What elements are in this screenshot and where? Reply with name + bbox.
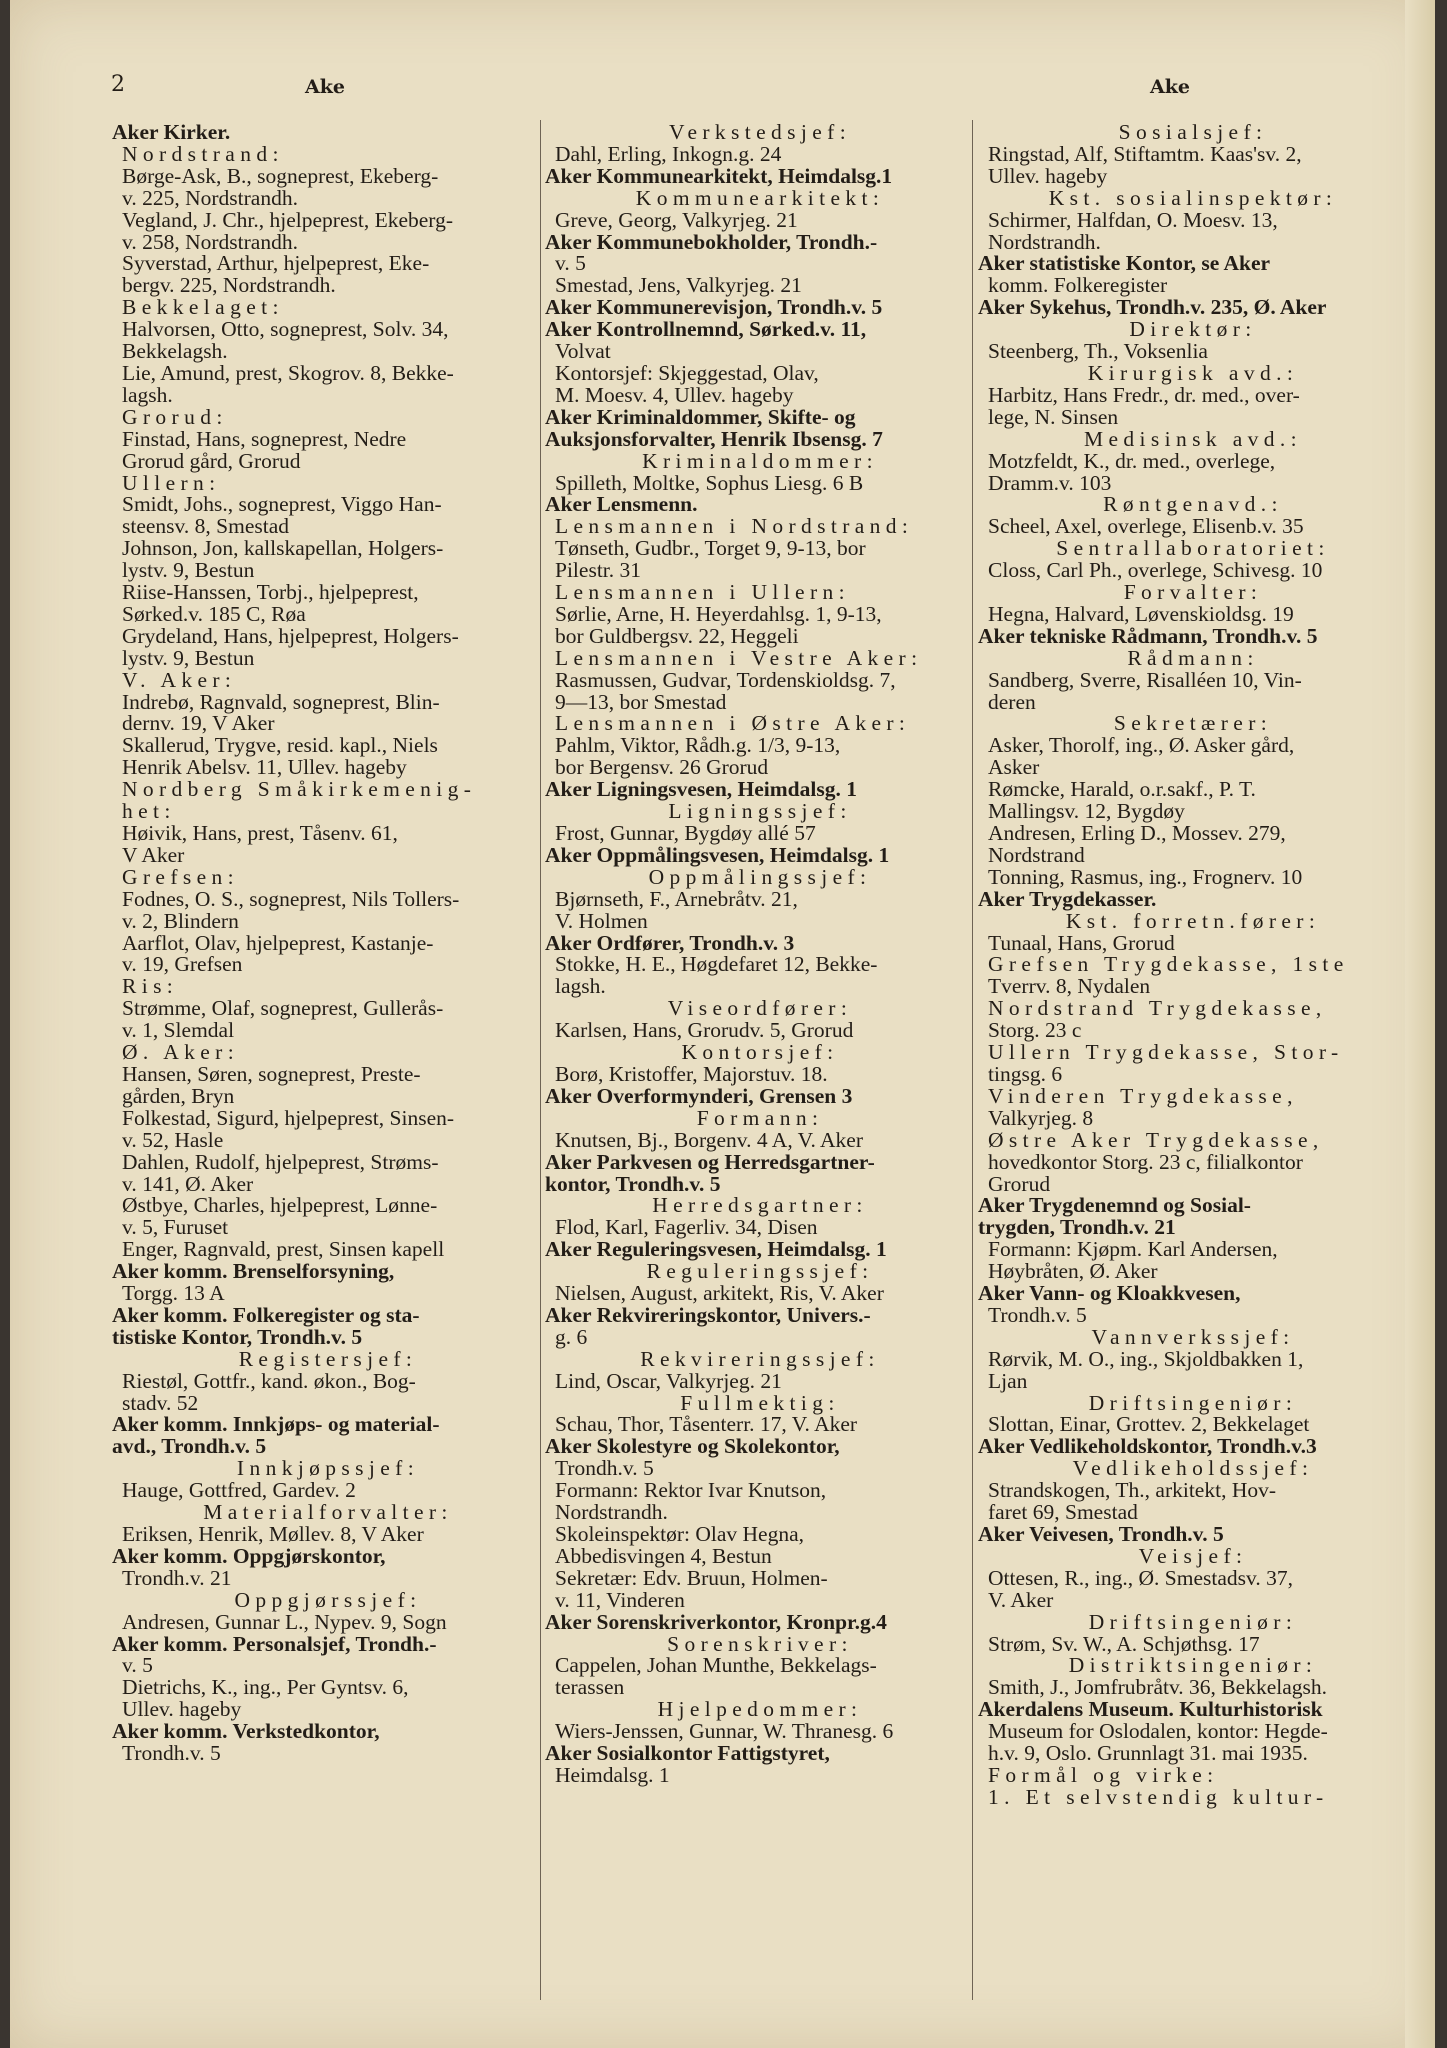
column-2 — [545, 122, 975, 1787]
entry-line: Smith, J., Jomfrubråtv. 36, Bekkelagsh. — [988, 1675, 1327, 1700]
section-label: Lensmannen i Ullern: — [555, 580, 850, 605]
entry-line: v. 1, Slemdal — [122, 1018, 235, 1043]
entry-heading: Aker Parkvesen og Herredsgartner- — [545, 1149, 875, 1174]
section-label: Forvalter: — [1123, 580, 1263, 605]
entry-line: Steenberg, Th., Voksenlia — [988, 339, 1208, 364]
section-label: Formann: — [696, 1105, 824, 1130]
section-label: Lensmannen i Vestre Aker: — [555, 645, 923, 670]
entry-line: Dahlen, Rudolf, hjelpeprest, Strøms- — [122, 1149, 439, 1174]
entry-line: Rasmussen, Gudvar, Tordenskioldsg. 7, — [555, 667, 896, 692]
entry-heading: Aker Rekvireringskontor, Univers.- — [545, 1302, 871, 1327]
section-label: Ullern Trygdekasse, Stor- — [988, 1040, 1344, 1065]
entry-line: Lind, Oscar, Valkyrjeg. 21 — [555, 1368, 782, 1393]
section-label: Bekkelaget: — [122, 295, 284, 320]
entry-line: h.v. 9, Oslo. Grunnlagt 31. mai 1935. — [988, 1741, 1308, 1766]
entry-line: Harbitz, Hans Fredr., dr. med., over- — [988, 382, 1300, 407]
section-label: Kontorsjef: — [681, 1040, 839, 1065]
entry-line: Folkestad, Sigurd, hjelpeprest, Sinsen- — [122, 1105, 455, 1130]
entry-heading: Aker Ordfører, Trondh.v. 3 — [545, 930, 795, 955]
entry-line: Smestad, Jens, Valkyrjeg. 21 — [555, 273, 802, 298]
entry-line: Stokke, H. E., Høgdefaret 12, Bekke- — [555, 952, 878, 977]
entry-heading: Aker komm. Oppgjørskontor, — [112, 1543, 386, 1568]
section-label: Registersjef: — [238, 1346, 418, 1371]
section-label: Ligningssjef: — [668, 799, 852, 824]
entry-heading: Aker komm. Folkeregister og sta- — [112, 1302, 420, 1327]
entry-line: Riestøl, Gottfr., kand. økon., Bog- — [122, 1368, 416, 1393]
entry-line: Strømme, Olaf, sogneprest, Gullerås- — [122, 996, 444, 1021]
section-label: Herredsgartner: — [652, 1193, 868, 1218]
entry-line: Formann: Kjøpm. Karl Andersen, — [988, 1237, 1278, 1262]
entry-line: Trondh.v. 5 — [122, 1741, 221, 1766]
entry-heading: Aker statistiske Kontor, se Aker — [978, 251, 1271, 276]
section-label: Driftsingeniør: — [1088, 1609, 1298, 1634]
section-label: Kst. forretn.fører: — [1065, 908, 1321, 933]
section-label: Kirurgisk avd.: — [1087, 360, 1299, 385]
entry-line: v. 52, Hasle — [122, 1127, 224, 1152]
section-label: Nordberg Småkirkemenig- — [122, 777, 477, 802]
entry-line: Rørvik, M. O., ing., Skjoldbakken 1, — [988, 1346, 1304, 1371]
entry-line: Knutsen, Bj., Borgenv. 4 A, V. Aker — [555, 1127, 863, 1152]
entry-line: Abbedisvingen 4, Bestun — [555, 1543, 772, 1568]
section-label: Lensmannen i Nordstrand: — [555, 514, 914, 539]
entry-heading: Auksjonsforvalter, Henrik Ibsensg. 7 — [545, 426, 883, 451]
entry-line: Torgg. 13 A — [122, 1281, 225, 1306]
page-number: 2 — [111, 72, 125, 97]
entry-heading: Aker Kriminaldommer, Skifte- og — [545, 404, 856, 429]
entry-line: Pahlm, Viktor, Rådh.g. 1/3, 9-13, — [555, 733, 841, 758]
section-label: Grorud: — [122, 404, 228, 429]
section-label: Distriktsingeniør: — [1068, 1653, 1318, 1678]
entry-line: Tønseth, Gudbr., Torget 9, 9-13, bor — [555, 536, 866, 561]
entry-line: Dietrichs, K., ing., Per Gyntsv. 6, — [122, 1675, 409, 1700]
entry-line: Finstad, Hans, sogneprest, Nedre — [122, 426, 407, 451]
entry-line: Indrebø, Ragnvald, sogneprest, Blin- — [122, 689, 440, 714]
entry-line: Skoleinspektør: Olav Hegna, — [555, 1522, 804, 1546]
entry-line: v. 5 — [122, 1653, 153, 1678]
section-label: Sorenskriver: — [667, 1631, 853, 1656]
entry-line: dernv. 19, V Aker — [122, 711, 275, 736]
entry-line: Ullev. hageby — [122, 1697, 242, 1722]
entry-heading: Aker Vedlikeholdskontor, Trondh.v.3 — [978, 1434, 1317, 1459]
entry-line: Østbye, Charles, hjelpeprest, Lønne- — [122, 1193, 438, 1218]
section-label: Oppgjørssjef: — [234, 1587, 422, 1612]
entry-line: Andresen, Gunnar L., Nypev. 9, Sogn — [122, 1609, 447, 1634]
entry-heading: avd., Trondh.v. 5 — [112, 1434, 267, 1459]
entry-line: Bekkelagsh. — [122, 339, 228, 364]
entry-line: v. 5, Furuset — [122, 1215, 229, 1240]
entry-line: V. Aker — [988, 1587, 1054, 1612]
entry-line: g. 6 — [555, 1324, 588, 1349]
section-label: Rådmann: — [1127, 645, 1259, 670]
entry-line: Scheel, Axel, overlege, Elisenb.v. 35 — [988, 514, 1304, 539]
section-label: Medisinsk avd.: — [1084, 426, 1302, 451]
entry-line: Hansen, Søren, sogneprest, Preste- — [122, 1061, 421, 1086]
section-label: Grefsen: — [122, 864, 240, 889]
entry-line: Rømcke, Harald, o.r.sakf., P. T. — [988, 777, 1256, 802]
entry-line: Schau, Thor, Tåsenterr. 17, V. Aker — [555, 1412, 858, 1437]
entry-line: Enger, Ragnvald, prest, Sinsen kapell — [122, 1237, 445, 1262]
entry-heading: Aker Sorenskriverkontor, Kronpr.g.4 — [545, 1609, 887, 1634]
entry-line: Bjørnseth, F., Arnebråtv. 21, — [555, 886, 798, 911]
entry-line: Grorud — [988, 1171, 1051, 1196]
entry-line: Mallingsv. 12, Bygdøy — [988, 799, 1185, 824]
entry-line: Asker — [988, 755, 1040, 780]
entry-line: Cappelen, Johan Munthe, Bekkelags- — [555, 1653, 877, 1678]
entry-heading: Aker tekniske Rådmann, Trondh.v. 5 — [978, 623, 1318, 648]
entry-line: Closs, Carl Ph., overlege, Schivesg. 10 — [988, 558, 1323, 583]
entry-line: Johnson, Jon, kallskapellan, Holgers- — [122, 536, 444, 561]
entry-line: Henrik Abelsv. 11, Ullev. hageby — [122, 755, 407, 780]
entry-line: Nielsen, August, arkitekt, Ris, V. Aker — [555, 1281, 884, 1306]
entry-heading: Aker Kommunerevisjon, Trondh.v. 5 — [545, 295, 883, 320]
entry-line: Skallerud, Trygve, resid. kapl., Niels — [122, 733, 438, 758]
entry-heading: Aker komm. Verkstedkontor, — [112, 1719, 380, 1744]
section-label: Nordstrand: — [122, 141, 284, 166]
entry-line: Høivik, Hans, prest, Tåsenv. 61, — [122, 821, 398, 845]
entry-heading: Aker komm. Personalsjef, Trondh.- — [112, 1631, 437, 1656]
entry-line: Ljan — [988, 1368, 1028, 1393]
section-label: Lensmannen i Østre Aker: — [555, 711, 911, 736]
section-label: Verkstedsjef: — [668, 120, 852, 144]
section-label: Nordstrand Trygdekasse, — [988, 996, 1327, 1021]
entry-heading: Akerdalens Museum. Kulturhistorisk — [978, 1697, 1323, 1722]
section-label: Røntgenavd.: — [1103, 492, 1283, 517]
entry-line: v. 225, Nordstrandh. — [122, 185, 298, 210]
entry-line: gården, Bryn — [122, 1083, 235, 1108]
entry-line: Sandberg, Sverre, Risalléen 10, Vin- — [988, 667, 1302, 692]
entry-line: Strøm, Sv. W., A. Schjøthsg. 17 — [988, 1631, 1260, 1656]
entry-line: Heimdalsg. 1 — [555, 1762, 670, 1787]
section-label: Ø. Aker: — [122, 1040, 240, 1065]
entry-line: v. 11, Vinderen — [555, 1587, 685, 1612]
entry-line: Trondh.v. 5 — [988, 1302, 1087, 1327]
entry-line: lagsh. — [122, 382, 173, 407]
entry-line: lystv. 9, Bestun — [122, 645, 255, 670]
entry-line: Aarflot, Olav, hjelpeprest, Kastanje- — [122, 930, 434, 955]
entry-line: steensv. 8, Smestad — [122, 514, 290, 539]
column-1 — [112, 122, 544, 1765]
section-label: V. Aker: — [122, 667, 237, 692]
entry-line: Fodnes, O. S., sogneprest, Nils Tollers- — [122, 886, 460, 911]
entry-line: lystv. 9, Bestun — [122, 558, 255, 583]
entry-line: Spilleth, Moltke, Sophus Liesg. 6 B — [555, 470, 864, 495]
entry-line: Slottan, Einar, Grottev. 2, Bekkelaget — [988, 1412, 1310, 1437]
entry-line: Andresen, Erling D., Mossev. 279, — [988, 821, 1286, 845]
section-label: Materialforvalter: — [203, 1500, 453, 1525]
entry-line: Museum for Oslodalen, kontor: Hegde- — [988, 1719, 1328, 1744]
entry-heading: Aker Vann- og Kloakkvesen, — [978, 1281, 1241, 1306]
entry-line: M. Moesv. 4, Ullev. hageby — [555, 382, 794, 407]
entry-line: Ullev. hageby — [988, 163, 1108, 188]
entry-line: faret 69, Smestad — [988, 1500, 1138, 1525]
entry-line: bor Bergensv. 26 Grorud — [555, 755, 769, 780]
section-label: Innkjøpssjef: — [236, 1456, 420, 1481]
entry-line: Vegland, J. Chr., hjelpeprest, Ekeberg- — [122, 207, 453, 232]
entry-line: Høybråten, Ø. Aker — [988, 1259, 1158, 1284]
section-label: Vinderen Trygdekasse, — [988, 1083, 1298, 1108]
entry-heading: Aker komm. Innkjøps- og material- — [112, 1412, 440, 1437]
entry-heading: Aker Trygdenemnd og Sosial- — [978, 1193, 1251, 1218]
entry-heading: Aker Veivesen, Trondh.v. 5 — [978, 1522, 1224, 1546]
entry-line: 9—13, bor Smestad — [555, 689, 727, 714]
section-label: Driftsingeniør: — [1088, 1390, 1298, 1415]
entry-line: Frost, Gunnar, Bygdøy allé 57 — [555, 821, 816, 845]
entry-line: Borø, Kristoffer, Majorstuv. 18. — [555, 1061, 828, 1086]
entry-heading: Aker Kommunearkitekt, Heimdalsg.1 — [545, 163, 893, 188]
entry-line: Sørked.v. 185 C, Røa — [122, 601, 306, 626]
entry-line: v. 258, Nordstrandh. — [122, 229, 298, 254]
entry-line: Valkyrjeg. 8 — [988, 1105, 1094, 1130]
entry-line: Syverstad, Arthur, hjelpeprest, Eke- — [122, 251, 430, 276]
section-label: Reguleringssjef: — [646, 1259, 874, 1284]
entry-line: tingsg. 6 — [988, 1061, 1063, 1086]
section-label: Kommunearkitekt: — [635, 185, 885, 210]
section-label: Sentrallaboratoriet: — [1056, 536, 1330, 561]
entry-line: stadv. 52 — [122, 1390, 199, 1415]
entry-line: Nordstrand — [988, 842, 1085, 867]
entry-line: Eriksen, Henrik, Møllev. 8, V Aker — [122, 1522, 424, 1546]
entry-line: v. 2, Blindern — [122, 908, 239, 933]
entry-line: Strandskogen, Th., arkitekt, Hov- — [988, 1478, 1277, 1503]
entry-line: Tonning, Rasmus, ing., Frognerv. 10 — [988, 864, 1303, 889]
entry-line: Trondh.v. 21 — [122, 1565, 232, 1590]
entry-line: komm. Folkeregister — [988, 273, 1168, 298]
entry-line: Wiers-Jenssen, Gunnar, W. Thranesg. 6 — [555, 1719, 894, 1744]
entry-line: V Aker — [122, 842, 185, 867]
entry-heading: Aker Kontrollnemnd, Sørked.v. 11, — [545, 317, 867, 342]
section-label: 1. Et selvstendig kultur- — [988, 1784, 1329, 1809]
running-head-right: Ake — [1150, 76, 1190, 98]
entry-line: v. 5 — [555, 251, 586, 276]
entry-line: Børge-Ask, B., sogneprest, Ekeberg- — [122, 163, 439, 188]
entry-line: Grydeland, Hans, hjelpeprest, Holgers- — [122, 623, 459, 648]
entry-heading: Aker Trygdekasser. — [978, 886, 1157, 911]
entry-line: lege, N. Sinsen — [988, 404, 1119, 429]
entry-line: Riise-Hanssen, Torbj., hjelpeprest, — [122, 580, 419, 605]
entry-line: Formann: Rektor Ivar Knutson, — [555, 1478, 827, 1503]
entry-line: v. 19, Grefsen — [122, 952, 243, 977]
entry-line: deren — [988, 689, 1036, 714]
entry-line: Karlsen, Hans, Grorudv. 5, Grorud — [555, 1018, 854, 1043]
section-label: Vedlikeholdssjef: — [1072, 1456, 1314, 1481]
entry-heading: Aker Sykehus, Trondh.v. 235, Ø. Aker — [978, 295, 1327, 320]
entry-line: Trondh.v. 5 — [555, 1456, 654, 1481]
section-label: Hjelpedommer: — [657, 1697, 863, 1722]
page-edge — [1405, 0, 1435, 2048]
section-label: Ris: — [122, 974, 179, 999]
entry-line: terassen — [555, 1675, 625, 1700]
section-label: Veisjef: — [1138, 1543, 1248, 1568]
section-label: Viseordfører: — [667, 996, 853, 1021]
section-label: Østre Aker Trygdekasse, — [988, 1127, 1324, 1152]
entry-line: Grorud gård, Grorud — [122, 448, 301, 473]
entry-line: v. 141, Ø. Aker — [122, 1171, 254, 1196]
entry-heading: Aker komm. Brenselforsyning, — [112, 1259, 395, 1284]
entry-line: Storg. 23 c — [988, 1018, 1082, 1043]
section-label: Rekvireringssjef: — [640, 1346, 880, 1371]
entry-line: bor Guldbergsv. 22, Heggeli — [555, 623, 799, 648]
entry-line: Greve, Georg, Valkyrjeg. 21 — [555, 207, 798, 232]
section-label: Ullern: — [122, 470, 221, 495]
entry-line: Sekretær: Edv. Bruun, Holmen- — [555, 1565, 828, 1590]
entry-line: Dahl, Erling, Inkogn.g. 24 — [555, 141, 782, 166]
section-label: het: — [122, 799, 176, 824]
entry-line: Ringstad, Alf, Stiftamtm. Kaas'sv. 2, — [988, 141, 1302, 166]
section-label: Oppmålingssjef: — [648, 864, 872, 889]
section-label: Direktør: — [1129, 317, 1257, 342]
entry-line: Ottesen, R., ing., Ø. Smestadsv. 37, — [988, 1565, 1293, 1590]
entry-line: Asker, Thorolf, ing., Ø. Asker gård, — [988, 733, 1295, 758]
entry-heading: Aker Kirker. — [112, 120, 231, 144]
entry-line: Tunaal, Hans, Grorud — [988, 930, 1175, 955]
entry-heading: Aker Ligningsvesen, Heimdalsg. 1 — [545, 777, 857, 802]
entry-line: Kontorsjef: Skjeggestad, Olav, — [555, 360, 819, 385]
entry-line: Schirmer, Halfdan, O. Moesv. 13, — [988, 207, 1278, 232]
entry-line: Halvorsen, Otto, sogneprest, Solv. 34, — [122, 317, 449, 342]
entry-line: Smidt, Johs., sogneprest, Viggo Han- — [122, 492, 442, 517]
section-label: Vannverkssjef: — [1091, 1324, 1295, 1349]
entry-heading: trygden, Trondh.v. 21 — [978, 1215, 1176, 1240]
entry-line: Sørlie, Arne, H. Heyerdahlsg. 1, 9-13, — [555, 601, 882, 626]
entry-line: Motzfeldt, K., dr. med., overlege, — [988, 448, 1276, 473]
entry-heading: Aker Skolestyre og Skolekontor, — [545, 1434, 840, 1459]
column-3 — [978, 122, 1408, 1809]
entry-line: lagsh. — [555, 974, 606, 999]
section-label: Kst. sosialinspektør: — [1048, 185, 1338, 210]
entry-line: Dramm.v. 103 — [988, 470, 1112, 495]
entry-line: Flod, Karl, Fagerliv. 34, Disen — [555, 1215, 818, 1240]
entry-heading: tistiske Kontor, Trondh.v. 5 — [112, 1324, 363, 1349]
entry-line: Volvat — [555, 339, 611, 364]
entry-heading: Aker Overformynderi, Grensen 3 — [545, 1083, 853, 1108]
entry-line: Nordstrandh. — [988, 229, 1101, 254]
entry-line: bergv. 225, Nordstrandh. — [122, 273, 336, 298]
entry-heading: kontor, Trondh.v. 5 — [545, 1171, 721, 1196]
entry-line: Lie, Amund, prest, Skogrov. 8, Bekke- — [122, 360, 454, 385]
entry-line: Nordstrandh. — [555, 1500, 668, 1525]
entry-heading: Aker Kommunebokholder, Trondh.- — [545, 229, 878, 254]
entry-line: hovedkontor Storg. 23 c, filialkontor — [988, 1149, 1303, 1174]
section-label: Formål og virke: — [988, 1762, 1219, 1787]
section-label: Sosialsjef: — [1118, 120, 1268, 144]
directory-page — [10, 0, 1435, 2048]
entry-line: Hegna, Halvard, Løvenskioldsg. 19 — [988, 601, 1294, 626]
entry-heading: Aker Sosialkontor Fattigstyret, — [545, 1741, 830, 1766]
section-label: Kriminaldommer: — [642, 448, 878, 473]
section-label: Grefsen Trygdekasse, 1ste — [988, 952, 1349, 977]
entry-line: Hauge, Gottfred, Gardev. 2 — [122, 1478, 356, 1503]
running-head-left: Ake — [305, 76, 345, 98]
section-label: Sekretærer: — [1113, 711, 1273, 736]
entry-heading: Aker Reguleringsvesen, Heimdalsg. 1 — [545, 1237, 887, 1262]
entry-heading: Aker Oppmålingsvesen, Heimdalsg. 1 — [545, 842, 890, 867]
entry-line: Pilestr. 31 — [555, 558, 642, 583]
entry-line: Tverrv. 8, Nydalen — [988, 974, 1151, 999]
entry-line: V. Holmen — [555, 908, 648, 933]
entry-heading: Aker Lensmenn. — [545, 492, 698, 517]
section-label: Fullmektig: — [680, 1390, 840, 1415]
